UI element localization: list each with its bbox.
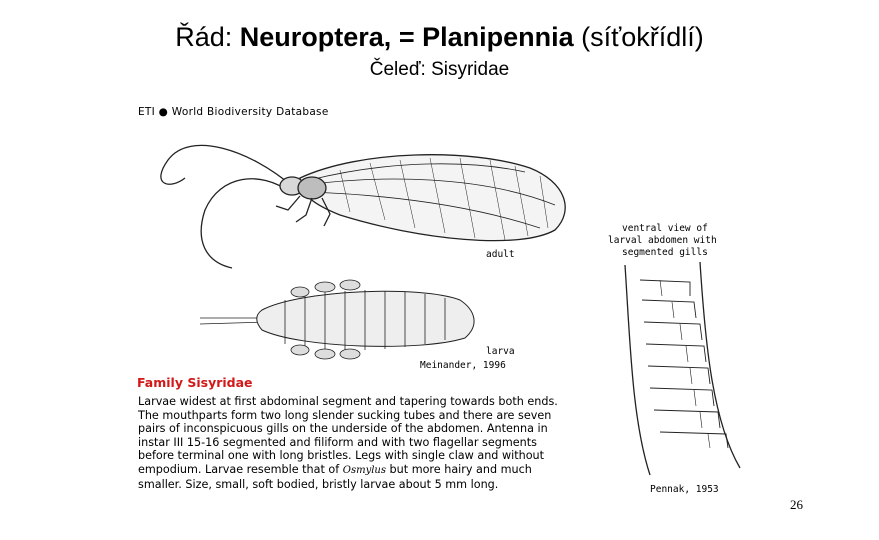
slide-title: Řád: Neuroptera, = Planipennia (síťokřídlí) <box>175 22 704 52</box>
gills-caption-line-3: segmented gills <box>622 247 708 258</box>
description-line: empodium. Larvae resemble that of Osmylus but more hairy and much <box>138 462 532 476</box>
gills-credit: Pennak, 1953 <box>650 484 719 495</box>
description-line: The mouthparts form two long slender sucking tubes and there are seven <box>138 408 552 422</box>
description-line: before terminal one with long bristles. Legs with single claw and without <box>138 449 545 463</box>
description-line: pairs of inconspicuous gills on the underside of the abdomen. Antenna in <box>138 422 548 436</box>
genus-name: Osmylus <box>342 464 386 476</box>
description-line: Larvae widest at first abdominal segment and tapering towards both ends. <box>138 395 558 408</box>
family-heading: Family Sisyridae <box>137 375 253 390</box>
family-description <box>138 395 598 491</box>
description-line: smaller. Size, small, soft bodied, bristly larvae about 5 mm long. <box>138 477 499 491</box>
page-number: 26 <box>790 497 803 512</box>
gills-caption-line-2: larval abdomen with <box>608 235 717 246</box>
description-line: instar III 15-16 segmented and filiform and with two flagellar segments <box>138 435 537 449</box>
larva-label: larva <box>486 346 515 357</box>
gills-caption-line-1: ventral view of <box>622 223 708 234</box>
slide-subtitle: Čeleď: Sisyridae <box>369 59 510 80</box>
larva-credit: Meinander, 1996 <box>420 360 506 371</box>
figure-source: ETI ● World Biodiversity Database <box>138 106 329 118</box>
adult-label: adult <box>486 249 515 260</box>
